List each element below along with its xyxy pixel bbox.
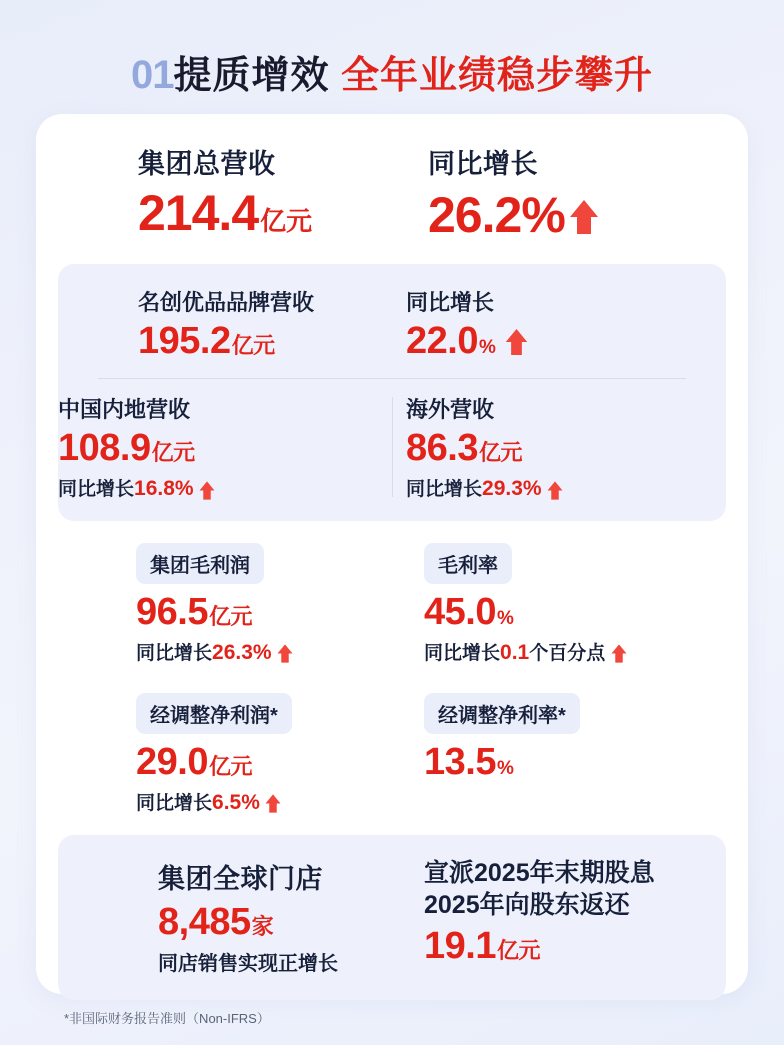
- gross-profit-unit: 亿元: [208, 604, 252, 630]
- region-revenue-row: [58, 393, 726, 501]
- gross-profit-label: 集团毛利润: [136, 543, 264, 584]
- total-revenue-growth-group: [392, 142, 748, 242]
- china-growth-value: 16.8%: [134, 477, 194, 501]
- adj-net-profit-unit: 亿元: [208, 753, 252, 779]
- up-arrow-icon: [260, 793, 281, 814]
- china-revenue-unit: 亿元: [151, 440, 195, 466]
- brand-growth-value: 22.0: [406, 319, 478, 362]
- total-revenue-growth-value: 26.2: [428, 187, 522, 243]
- adj-net-profit-growth-group: [136, 788, 392, 815]
- brand-growth-value-group: [406, 321, 726, 363]
- gross-margin-growth-label: 同比增长: [424, 642, 501, 664]
- brand-revenue-panel: [58, 264, 726, 522]
- dividend-group: [392, 857, 726, 977]
- stores-value: 8,485: [158, 900, 251, 943]
- up-arrow-icon: [199, 479, 215, 500]
- gross-margin-group: [392, 543, 748, 665]
- total-revenue-growth-value-group: [428, 187, 748, 242]
- overseas-growth-group: [406, 474, 726, 501]
- adj-net-margin-value-group: [424, 742, 748, 784]
- gross-profit-row: [36, 521, 748, 671]
- gross-profit-value-group: [136, 592, 392, 634]
- dividend-line2: 2025年向股东返还: [424, 891, 630, 920]
- total-revenue-value-group: [138, 187, 392, 240]
- overseas-revenue-value-group: [406, 428, 726, 470]
- overseas-growth-value: 29.3%: [482, 477, 542, 501]
- overseas-revenue-value: 86.3: [406, 427, 478, 470]
- brand-revenue-value: 195.2: [138, 319, 231, 362]
- page-title: [0, 0, 784, 117]
- overseas-revenue-group: [392, 393, 726, 501]
- dividend-value: 19.1: [424, 924, 496, 967]
- adj-net-margin-label: 经调整净利率*: [424, 693, 580, 734]
- brand-growth-label: 同比增长: [406, 289, 495, 315]
- up-arrow-icon: [542, 479, 563, 500]
- adj-net-profit-growth-label: 同比增长: [136, 792, 213, 814]
- stores-value-group: [158, 902, 392, 944]
- section-number: 01: [130, 53, 174, 97]
- stores-group: [58, 857, 392, 977]
- brand-revenue-unit: 亿元: [231, 332, 275, 358]
- china-growth-label: 同比增长: [58, 479, 135, 501]
- stores-dividend-panel: [58, 835, 726, 1001]
- brand-growth-group: [392, 286, 726, 363]
- total-revenue-growth-unit: %: [521, 187, 565, 243]
- brand-growth-unit: %: [478, 336, 496, 358]
- stores-note: 同店销售实现正增长: [158, 953, 338, 976]
- brand-revenue-row: [58, 286, 726, 363]
- overseas-revenue-label: 海外营收: [406, 397, 495, 423]
- brand-revenue-value-group: [138, 321, 392, 363]
- brand-revenue-label: 名创优品品牌营收: [138, 289, 315, 315]
- adj-net-profit-value: 29.0: [136, 740, 208, 783]
- gross-margin-unit: %: [496, 608, 514, 630]
- gross-profit-growth-group: [136, 638, 392, 665]
- total-revenue-group: [36, 142, 392, 242]
- adj-net-profit-growth-value: 6.5%: [212, 790, 260, 814]
- total-revenue-value: 214.4: [138, 185, 259, 241]
- total-revenue-label: 集团总营收: [138, 149, 276, 179]
- title-red: 全年业绩稳步攀升: [341, 55, 654, 97]
- stores-unit: 家: [251, 913, 274, 939]
- adj-net-profit-label: 经调整净利润*: [136, 693, 292, 734]
- dividend-line1: 宣派2025年末期股息: [424, 858, 655, 887]
- gross-profit-growth-value: 26.3%: [212, 640, 272, 664]
- adj-net-profit-value-group: [136, 742, 392, 784]
- panel-divider: [98, 378, 686, 379]
- up-arrow-icon: [505, 320, 528, 362]
- total-revenue-unit: 亿元: [260, 206, 313, 236]
- adj-net-margin-group: [392, 693, 748, 815]
- overseas-growth-label: 同比增长: [406, 479, 483, 501]
- total-revenue-growth-label: 同比增长: [428, 149, 538, 179]
- gross-margin-growth-group: [424, 638, 748, 665]
- adj-net-margin-value: 13.5: [424, 740, 496, 783]
- china-growth-group: [58, 474, 392, 501]
- dividend-unit: 亿元: [496, 937, 540, 963]
- gross-profit-growth-label: 同比增长: [136, 642, 213, 664]
- adjusted-profit-row: [36, 671, 748, 821]
- total-revenue-block: [36, 114, 748, 256]
- up-arrow-icon: [569, 187, 599, 240]
- dividend-value-group: [424, 926, 726, 968]
- gross-margin-label: 毛利率: [424, 543, 512, 584]
- stores-dividend-row: [58, 857, 726, 977]
- gross-margin-value-group: [424, 592, 748, 634]
- china-revenue-label: 中国内地营收: [58, 397, 191, 423]
- overseas-revenue-unit: 亿元: [478, 440, 522, 466]
- gross-profit-group: [36, 543, 392, 665]
- gross-margin-growth-value: 0.1: [500, 640, 530, 664]
- gross-margin-growth-suffix: 个百分点: [529, 642, 606, 664]
- stores-label: 集团全球门店: [158, 863, 323, 894]
- china-revenue-value: 108.9: [58, 427, 151, 470]
- vertical-divider: [392, 397, 393, 497]
- up-arrow-icon: [277, 643, 293, 664]
- china-revenue-group: [58, 393, 392, 501]
- adj-net-profit-group: [36, 693, 392, 815]
- gross-margin-value: 45.0: [424, 591, 496, 634]
- gross-profit-value: 96.5: [136, 591, 208, 634]
- adj-net-margin-unit: %: [496, 757, 514, 779]
- title-dark: 提质增效: [173, 55, 330, 97]
- up-arrow-icon: [605, 643, 626, 664]
- china-revenue-value-group: [58, 428, 392, 470]
- footnote: *非国际财务报告准则（Non-IFRS）: [64, 1011, 270, 1026]
- brand-revenue-group: [58, 286, 392, 363]
- main-card: [36, 114, 748, 994]
